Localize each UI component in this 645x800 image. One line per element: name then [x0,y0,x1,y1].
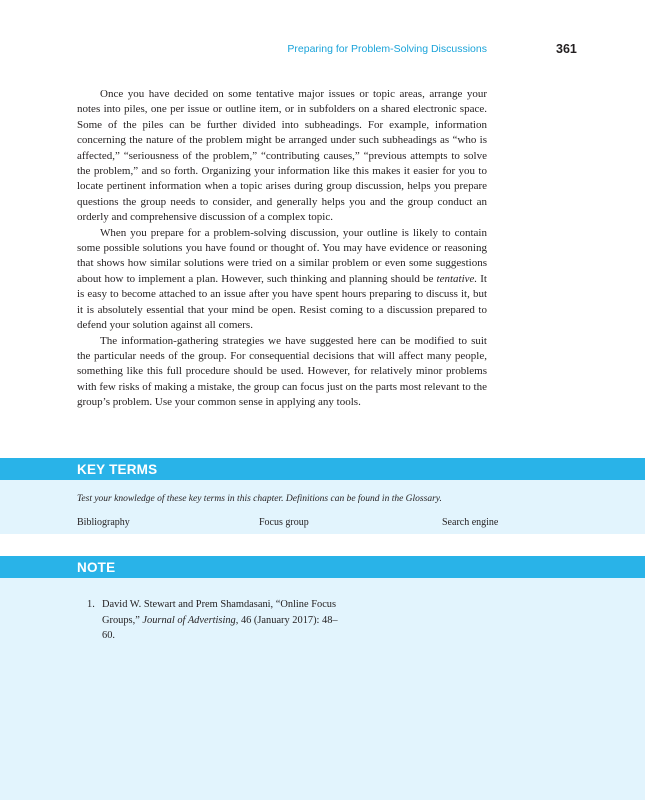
running-head [0,43,645,59]
key-term: Search engine [442,517,499,528]
note-section [0,556,645,800]
paragraph-3: The information-gathering strategies we have suggested here can be modified to suit the particular needs of the group. For consequential decisions that will affect many people, something like this full procedure should be used. However, for relatively minor problems with few risks of making a mistake, the group can focus just on the parts most relevant to the group’s problem. Use your common sense in applying any tools. [77,334,487,409]
body-text [77,87,487,411]
paragraph-2 [77,226,487,334]
key-term: Bibliography [77,517,130,528]
note-number: 1. [87,599,95,610]
paragraph-2-text-a: When you prepare for a problem-solving discussion, your outline is likely to contain some possible solutions you have found or thought of. You may have evidence or reasoning that shows how similar solutions were tried on a similar problem or even some suggestions about how to implement a plan. However, such thinking and planning should be [77,226,487,285]
paragraph-2-text-b: It is easy to become attached to an issue after you have spent hours preparing to discuss it, but it is absolutely essential that your mind be open. Resist coming to a discussion prepared to defend your solution against all comers. [77,272,487,332]
key-terms-heading: KEY TERMS [0,458,645,480]
key-terms-section [0,458,645,534]
note-text-a: David W. Stewart and Prem Shamdasani, “Online Focus Groups,” [102,599,337,626]
note-journal: Journal of Advertising [142,614,236,626]
key-terms-intro: Test your knowledge of these key terms in this chapter. Definitions can be found in the Glossary. [77,494,442,504]
note-text-b: , 46 (January 2017): 48–60. [102,614,338,641]
paragraph-2-emphasis: tentative. [436,272,478,285]
note-text [102,597,342,644]
note-heading: NOTE [0,556,645,578]
paragraph-1: Once you have decided on some tentative major issues or topic areas, arrange your notes into piles, one per issue or outline item, or in subfolders on a shared electronic space. Some of the piles can be further divided into subheadings. For example, information concerning the nature of the problem might be arranged under such subheadings as “who is affected,” “seriousness of the problem,” “contributing causes,” “previous attempts to solve the problem,” and so forth. Organizing your information like this makes it easier for you to locate pertinent information when a topic arises during group discussion, helps you prepare questions the group needs to consider, and generally helps you and the group conduct an orderly and comprehensive discussion of a complex topic. [77,88,487,224]
page-number: 361 [556,42,577,56]
key-term: Focus group [259,517,309,528]
running-title: Preparing for Problem-Solving Discussions [287,43,487,55]
